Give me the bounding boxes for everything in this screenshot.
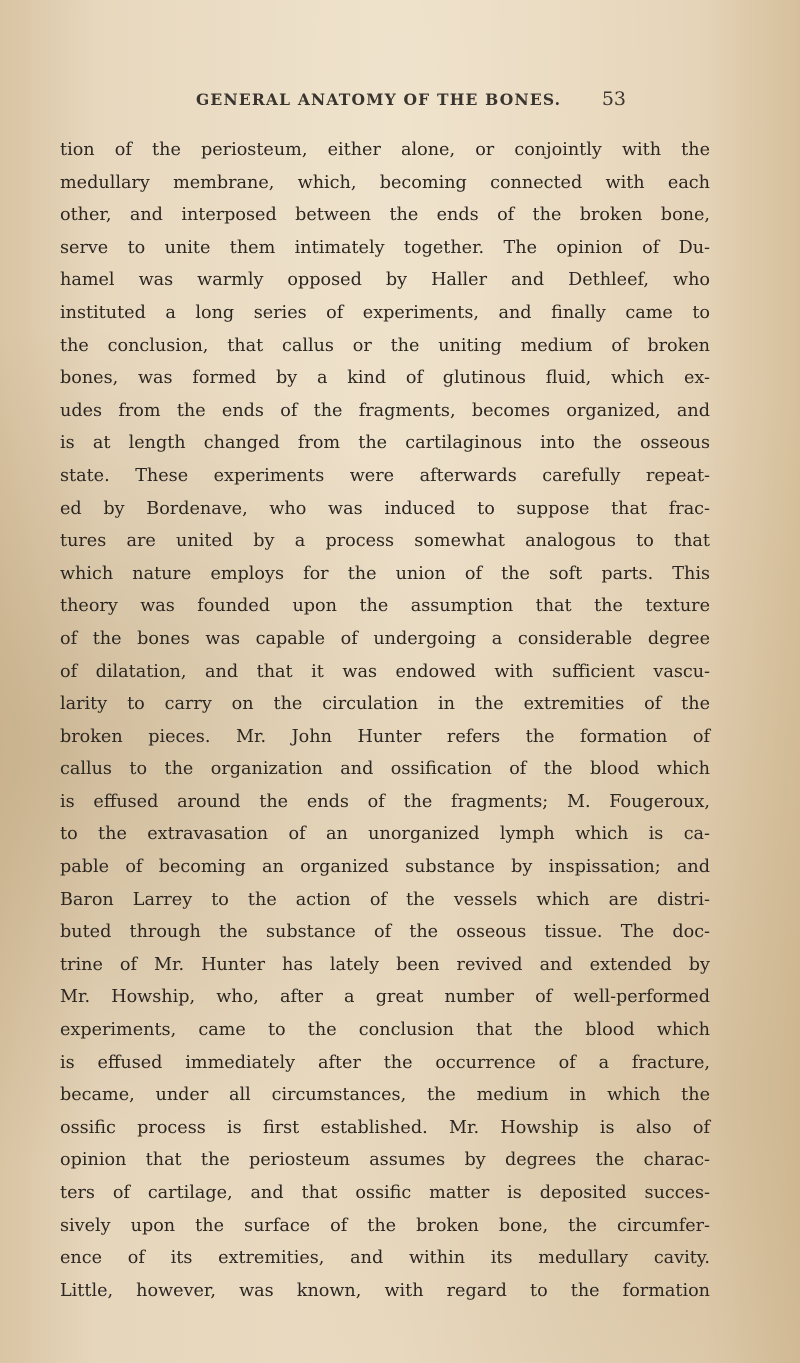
body-text [60,134,710,1307]
running-head [196,88,626,116]
text-line: ossific process is first established. Mr. Howship is also of [60,1117,710,1138]
text-line: buted through the substance of the osseous tissue. The doc- [60,922,710,943]
text-line: which nature employs for the union of the soft parts. This [60,563,710,584]
running-title: GENERAL ANATOMY OF THE BONES. [196,90,562,109]
text-line: the conclusion, that callus or the uniting medium of broken [60,335,710,356]
text-line: Baron Larrey to the action of the vessels which are distri- [60,889,710,910]
text-line: ed by Bordenave, who was induced to suppose that frac- [60,498,710,519]
text-line: state. These experiments were afterwards carefully repeat- [60,465,710,486]
text-line: of dilatation, and that it was endowed with sufficient vascu- [60,661,710,682]
text-line: sively upon the surface of the broken bone, the circumfer- [60,1215,710,1236]
text-line: is at length changed from the cartilaginous into the osseous [60,433,710,454]
text-line: larity to carry on the circulation in the extremities of the [60,694,710,715]
page-number: 53 [601,88,626,110]
text-line: broken pieces. Mr. John Hunter refers the formation of [60,726,710,747]
text-line: pable of becoming an organized substance by inspissation; and [60,857,710,878]
text-line: to the extravasation of an unorganized lymph which is ca- [60,824,710,845]
text-line: tures are united by a process somewhat analogous to that [60,531,710,552]
text-line: Little, however, was known, with regard to the formation [60,1280,710,1301]
text-line: Mr. Howship, who, after a great number of well-performed [60,987,710,1008]
text-line: opinion that the periosteum assumes by degrees the charac- [60,1150,710,1171]
text-line: callus to the organization and ossification of the blood which [60,759,710,780]
text-line: trine of Mr. Hunter has lately been revived and extended by [60,954,710,975]
text-line: serve to unite them intimately together. The opinion of Du- [60,237,710,258]
text-line: of the bones was capable of undergoing a considerable degree [60,628,710,649]
text-line: theory was founded upon the assumption that the texture [60,596,710,617]
text-line: hamel was warmly opposed by Haller and Dethleef, who [60,270,710,291]
text-line: ence of its extremities, and within its medullary cavity. [60,1248,710,1269]
text-line: bones, was formed by a kind of glutinous fluid, which ex- [60,368,710,389]
text-line: instituted a long series of experiments, and finally came to [60,302,710,323]
text-line: udes from the ends of the fragments, becomes organized, and [60,400,710,421]
text-line: tion of the periosteum, either alone, or conjointly with the [60,140,710,160]
text-line: other, and interposed between the ends of the broken bone, [60,205,710,226]
text-line: medullary membrane, which, becoming connected with each [60,172,710,193]
text-line: is effused immediately after the occurrence of a fracture, [60,1052,710,1073]
text-line: ters of cartilage, and that ossific matter is deposited succes- [60,1183,710,1203]
text-line: is effused around the ends of the fragments; M. Fougeroux, [60,791,710,812]
text-line: experiments, came to the conclusion that the blood which [60,1020,710,1041]
text-line: became, under all circumstances, the medium in which the [60,1085,710,1106]
